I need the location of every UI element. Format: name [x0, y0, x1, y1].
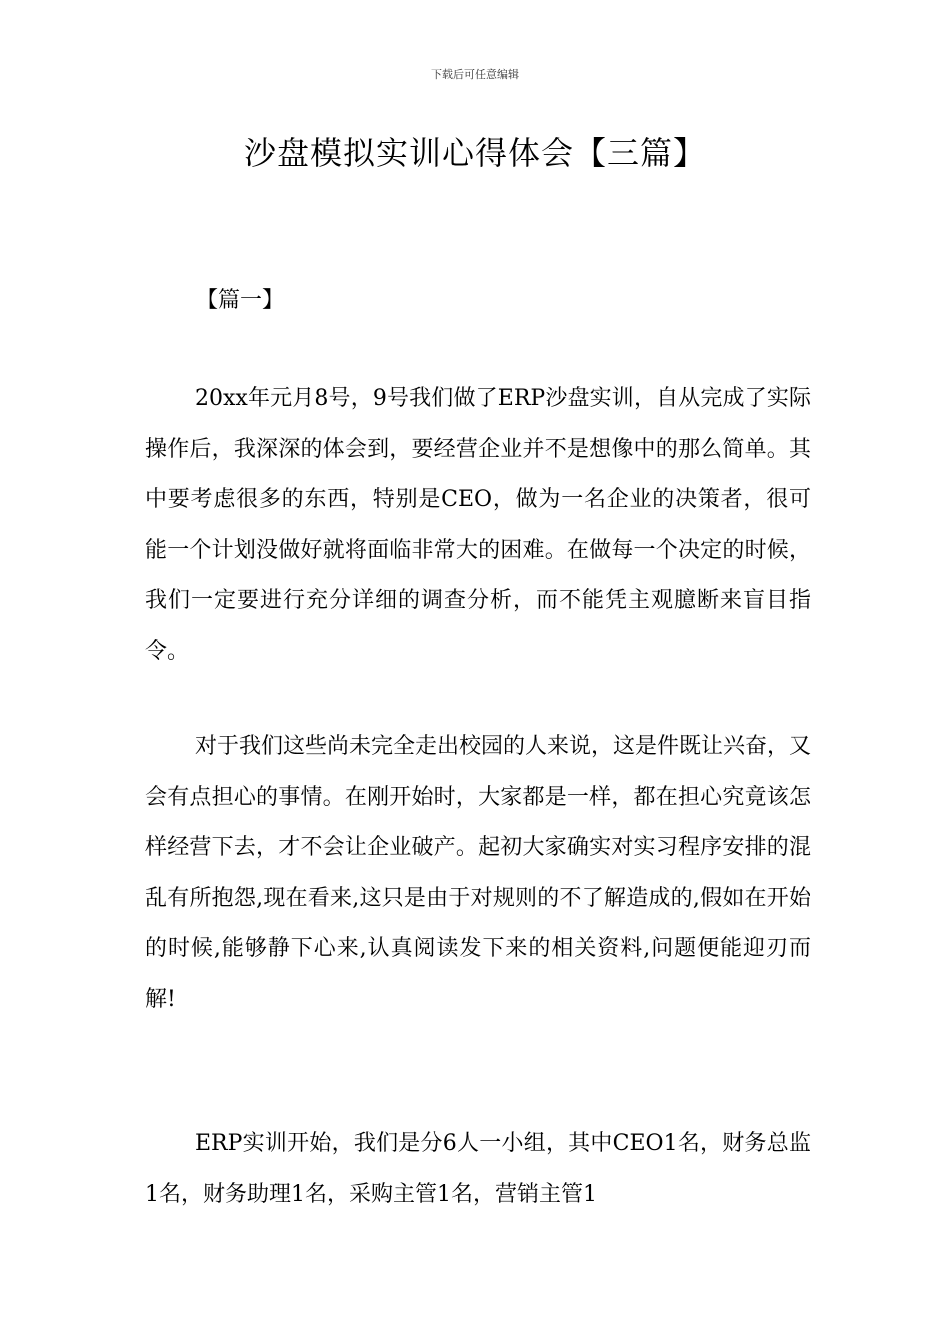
document-title: 沙盘模拟实训心得体会【三篇】: [243, 134, 706, 172]
paragraph-3: ERP实训开始，我们是分6人一小组，其中CEO1名，财务总监1名，财务助理1名，采购主管1名，营销主管1: [145, 1131, 811, 1207]
paragraph-1: 20xx年元月8号，9号我们做了ERP沙盘实训，自从完成了实际操作后，我深深的体会到，要经营企业并不是想像中的那么简单。其中要考虑很多的东西，特别是CEO，做为一名企业的决策者，很可能一个计划没做好就将面临非常大的困难。在做每一个决定的时候，我们一定要进行充分详细的调查分析，而不能凭主观臆断来盲目指令。: [145, 386, 811, 664]
section-heading: 【篇一】: [196, 288, 285, 313]
header-note: 下载后可任意编辑: [431, 68, 519, 81]
paragraph-2: 对于我们这些尚未完全走出校园的人来说，这是件既让兴奋，又会有点担心的事情。在刚开始时，大家都是一样，都在担心究竟该怎样经营下去，才不会让企业破产。起初大家确实对实习程序安排的混乱有所抱怨,现在看来,这只是由于对规则的不了解造成的,假如在开始的时候,能够静下心来,认真阅读发下来的相关资料,问题便能迎刃而解!: [145, 734, 812, 1012]
